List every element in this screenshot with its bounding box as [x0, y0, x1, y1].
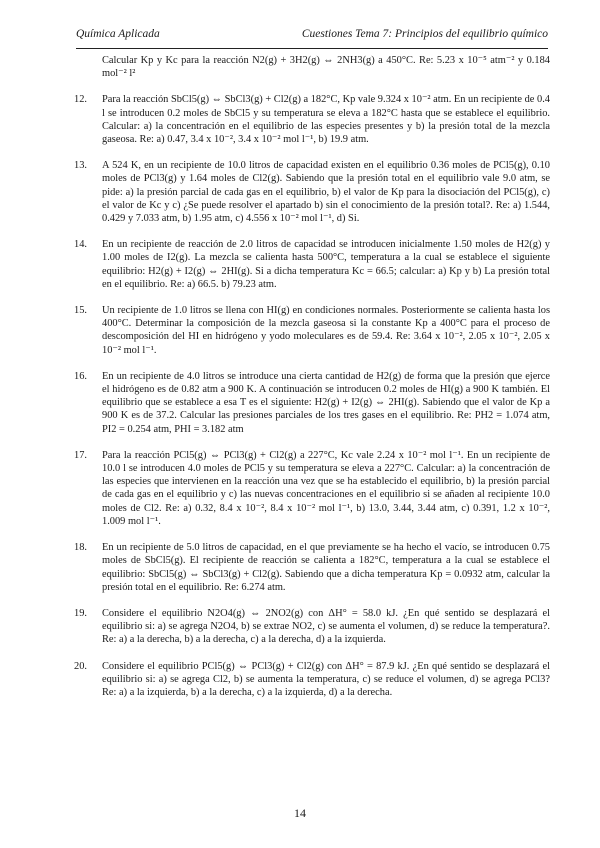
question-text: Para la reacción PCl5(g) ⇔ PCl3(g) + Cl2(g) a 227°C, Kc vale 2.24 x 10⁻² mol l⁻¹. En un recipiente de 10.0 l se introducen 4.0 moles de PCl5 y su temperatura se eleva a 227°C. Calcular: a) la concentración de las especies que intervienen en la reacción una vez que se ha establecido el equilibrio, b) la presión parcial de cada gas en el equilibrio y c) las nuevas concentraciones en el equilibrio si se añaden al recipiente 10.0 moles de Cl2. Re: a) 0.32, 8.4 x 10⁻², 8.4 x 10⁻² mol l⁻¹, b) 13.0, 3.44, 3.44 atm, c) 0.391, 1.2 x 10⁻², 1.009 mol l⁻¹. [102, 449, 550, 527]
question-text: En un recipiente de reacción de 2.0 litros de capacidad se introducen inicialmente 1.50 moles de H2(g) y 1.00 moles de I2(g). La mezcla se calienta hasta 500°C, temperatura a la cual se establece el siguiente equilibrio: H2(g) + I2(g) ⇔ 2HI(g). Si a dicha temperatura Kc = 66.5; calcular: a) Kp y b) La presión total en el equilibrio. Re: a) 66.5. b) 79.23 atm. [102, 239, 550, 290]
question-number: 18. [74, 542, 87, 554]
question-number: 16. [74, 370, 87, 382]
question-item [74, 304, 550, 357]
question-text: Considere el equilibrio PCl5(g) ⇔ PCl3(g) + Cl2(g) con ΔH° = 87.9 kJ. ¿En qué sentido se desplazará el equilibrio si: a) se agrega Cl2, b) se aumenta la temperatura, c) se reduce el volumen, d) se agrega PCl3? Re: a) a la izquierda, b) a la derecha, c) a la izquierda, d) a la derecha. [102, 660, 550, 698]
continued-question-text: Calcular Kp y Kc para la reacción N2(g) + 3H2(g) ⇔ 2NH3(g) a 450°C. Re: 5.23 x 10⁻⁵ atm⁻² y 0.184 mol⁻² l² [102, 55, 550, 80]
section-title: Cuestiones Tema 7: Principios del equilibrio químico [301, 28, 548, 40]
question-item [74, 238, 550, 291]
course-title: Química Aplicada [76, 28, 160, 40]
question-item [74, 449, 550, 528]
question-number: 14. [74, 239, 87, 251]
question-item [74, 370, 550, 436]
question-text: Considere el equilibrio N2O4(g) ⇔ 2NO2(g) con ΔH° = 58.0 kJ. ¿En qué sentido se desplazará el equilibrio si: a) se agrega N2O4, b) se extrae NO2, c) se aumenta el volumen, d) se reduce la temperatura?. Re: a) a la derecha, b) a la derecha, c) a la derecha, d) a la izquierda. [102, 607, 550, 646]
question-item [74, 93, 550, 146]
question-item [74, 660, 550, 700]
question-text: Para la reacción SbCl5(g) ⇔ SbCl3(g) + Cl2(g) a 182°C, Kp vale 9.324 x 10⁻² atm. En un recipiente de 0.4 l se introducen 0.2 moles de SbCl5 y su temperatura se eleva a 182°C hasta que se establece el equilibrio. Calcular: a) la concentración en el equilibrio de las especies presentes y b) la presión total de la mezcla gaseosa. Re: a) 0.47, 3.4 x 10⁻², 3.4 x 10⁻² mol l⁻¹, b) 19.9 atm. [102, 94, 550, 146]
question-text: A 524 K, en un recipiente de 10.0 litros de capacidad existen en el equilibrio 0.36 moles de PCl5(g), 0.10 moles de PCl3(g) y 1.64 moles de Cl2(g). Sabiendo que la presión total en el equilibrio vale 9.0 atm, se pide: a) la presión parcial de cada gas en el equilibrio, b) el valor de Kp para la disociación del PCl5(g), c) el valor de Kc y c) ¿Se puede resolver el apartado b) sin el conocimiento de la presión total?. Re: a) 1.544, 0.429 y 7.033 atm, b) 1.95 atm, c) 4.556 x 10⁻² mol l⁻¹, d) Si. [102, 160, 550, 225]
question-number: 19. [74, 607, 87, 619]
page-header [76, 26, 548, 49]
question-item [74, 607, 550, 647]
question-number: 13. [74, 160, 87, 172]
question-number: 15. [74, 305, 87, 317]
question-list [74, 54, 550, 699]
question-text: En un recipiente de 4.0 litros se introduce una cierta cantidad de H2(g) de forma que la presión que ejerce el hidrógeno es de 0.82 atm a 900 K. A continuación se introducen 0.2 moles de HI(g) a 900 K también. El equilibrio que se establece a esa T es el siguiente: H2(g) + I2(g) ⇔ 2HI(g). Sabiendo que el valor de Kp a 900 K es de 37.2. Calcular las presiones parciales de los tres gases en el equilibrio. Re: PH2 = 1.074 atm, PI2 = 0.254 atm, PHI = 3.182 atm [102, 370, 550, 435]
question-number: 20. [74, 660, 87, 672]
question-text: En un recipiente de 5.0 litros de capacidad, en el que previamente se ha hecho el vacío, se introducen 0.75 moles de SbCl5(g). El recipiente de reacción se calienta a 182°C, temperatura a la cual se establece el equilibrio: SbCl5(g) ⇔ SbCl3(g) + Cl2(g). Sabiendo que a dicha temperatura Kp = 0.0932 atm, calcular la presión total en el equilibrio. Re: 6.274 atm. [102, 542, 550, 593]
question-item [74, 541, 550, 594]
page-number: 14 [294, 806, 306, 820]
question-number: 17. [74, 449, 87, 461]
question-number: 12. [74, 94, 87, 106]
question-item [74, 159, 550, 225]
question-text: Un recipiente de 1.0 litros se llena con HI(g) en condiciones normales. Posteriormente se calienta hasta los 400°C. Determinar la composición de la mezcla gaseosa si la constante Kp a 400°C para el proceso de descomposición del HI en hidrógeno y yodo moleculares es de 59.4. Re: 3.64 x 10⁻², 2.05 x 10⁻², 2.05 x 10⁻² mol l⁻¹. [102, 305, 550, 356]
